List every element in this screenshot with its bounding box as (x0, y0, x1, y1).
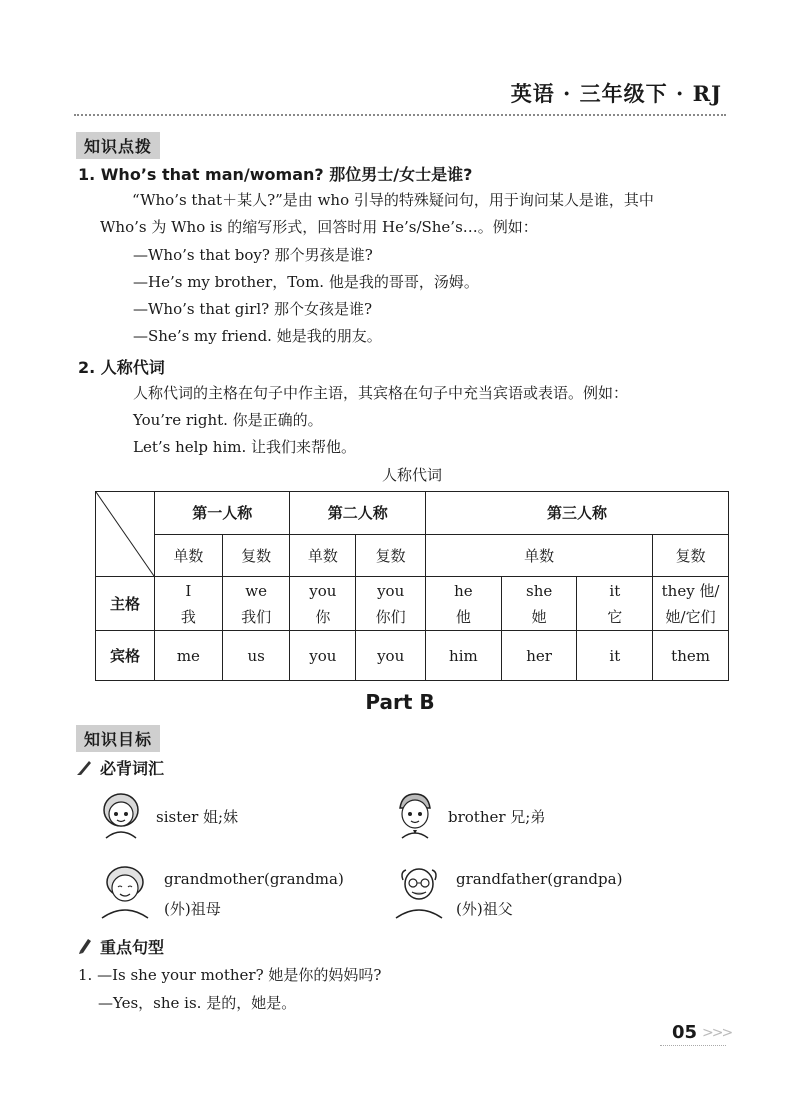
point1-example-3: —Who’s that girl? 那个女孩是谁? (133, 300, 372, 318)
nom-cell-2: we 我们 (222, 577, 290, 631)
sister-avatar-icon (96, 790, 146, 840)
grandmother-avatar-icon (96, 862, 154, 920)
part-b-title: Part B (365, 690, 435, 714)
point1-para1: “Who’s that＋某人?”是由 who 引导的特殊疑问句，用于询问某人是谁，其中 (132, 191, 654, 209)
pencil-icon (76, 937, 94, 955)
point1-para2: Who’s 为 Who is 的缩写形式，回答时用 He’s/She’s…。例如： (100, 218, 538, 236)
sentence-1-answer: —Yes，she is. 是的，她是。 (98, 994, 297, 1012)
point1-example-1: —Who’s that boy? 那个男孩是谁? (133, 246, 373, 264)
point2-heading: 2. 人称代词 (78, 358, 165, 377)
point2-example-1: You’re right. 你是正确的。 (133, 411, 323, 429)
vocab-grandmother-cn: (外)祖母 (164, 900, 221, 918)
nom-cell-1: I 我 (155, 577, 223, 631)
section-tag-knowledge-points: 知识点拨 (76, 132, 160, 159)
sentence-heading: 重点句型 (100, 938, 165, 957)
diagonal-line (96, 492, 154, 576)
point2-example-2: Let’s help him. 让我们来帮他。 (133, 438, 357, 456)
vocab-sister: sister 姐;妹 (156, 808, 239, 826)
nom-cell-6: she 她 (501, 577, 577, 631)
header-divider (74, 114, 726, 116)
vocab-grandfather-cn: (外)祖父 (456, 900, 513, 918)
header-second-person: 第二人称 (290, 492, 426, 535)
row-label-nominative: 主格 (96, 577, 155, 631)
obj-cell: you (290, 631, 356, 681)
nom-cell-8: they 他/ 她/它们 (653, 577, 729, 631)
pronoun-table (95, 491, 729, 681)
nom-cell-5: he 他 (426, 577, 502, 631)
point1-heading: 1. Who’s that man/woman? 那位男士/女士是谁? (78, 165, 473, 184)
table-corner-cell (96, 492, 155, 577)
header-plural: 复数 (653, 534, 729, 577)
vocab-grandmother-en: grandmother(grandma) (164, 870, 344, 888)
page-number: 05 (672, 1022, 698, 1043)
header-singular: 单数 (155, 534, 223, 577)
obj-cell: them (653, 631, 729, 681)
header-third-person: 第三人称 (426, 492, 729, 535)
header-singular: 单数 (290, 534, 356, 577)
page-header-title: 英语 · 三年级下 · RJ (510, 81, 722, 106)
pen-icon (76, 758, 94, 776)
row-label-objective: 宾格 (96, 631, 155, 681)
vocab-heading: 必背词汇 (100, 759, 165, 778)
obj-cell: her (501, 631, 577, 681)
obj-cell: us (222, 631, 290, 681)
point1-example-2: —He’s my brother，Tom. 他是我的哥哥，汤姆。 (133, 273, 479, 291)
nom-cell-4: you 你们 (356, 577, 426, 631)
sentence-1: 1. —Is she your mother? 她是你的妈妈吗? (78, 966, 382, 984)
obj-cell: him (426, 631, 502, 681)
obj-cell: it (577, 631, 653, 681)
grandfather-avatar-icon (390, 862, 448, 920)
table-caption: 人称代词 (381, 466, 442, 484)
nom-cell-7: it 它 (577, 577, 653, 631)
section-tag-knowledge-goals: 知识目标 (76, 725, 160, 752)
point1-example-4: —She’s my friend. 她是我的朋友。 (133, 327, 382, 345)
obj-cell: me (155, 631, 223, 681)
header-singular: 单数 (426, 534, 653, 577)
nom-cell-3: you 你 (290, 577, 356, 631)
vocab-brother: brother 兄;弟 (448, 808, 546, 826)
point2-para: 人称代词的主格在句子中作主语，其宾格在句子中充当宾语或表语。例如： (133, 384, 629, 402)
header-first-person: 第一人称 (155, 492, 290, 535)
vocab-grandfather-en: grandfather(grandpa) (456, 870, 623, 888)
footer-divider (660, 1045, 726, 1046)
header-plural: 复数 (356, 534, 426, 577)
obj-cell: you (356, 631, 426, 681)
page-arrows-icon: >>> (702, 1025, 732, 1041)
brother-avatar-icon (390, 790, 440, 840)
header-plural: 复数 (222, 534, 290, 577)
